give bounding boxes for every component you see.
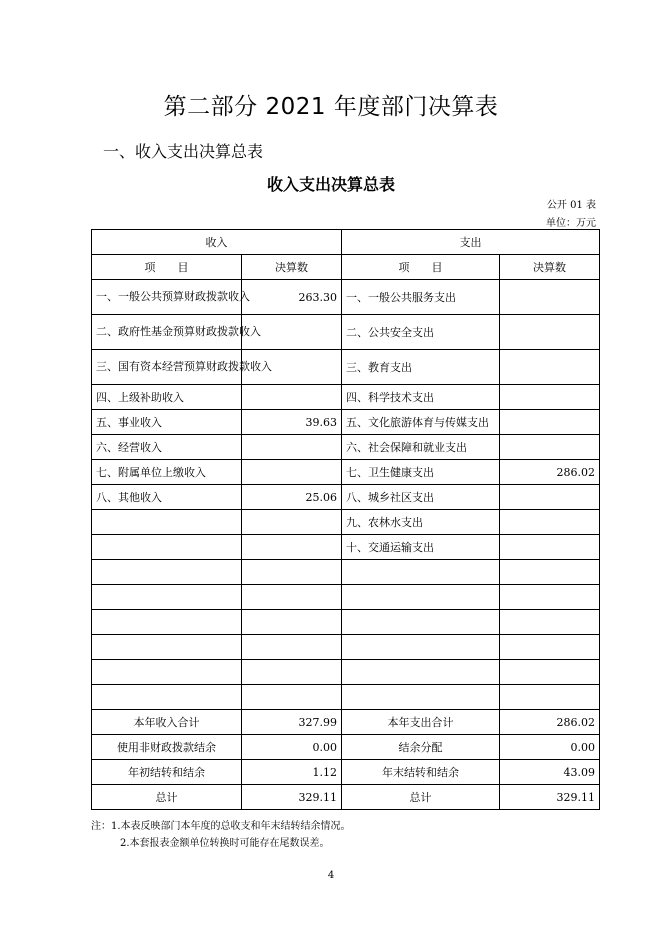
expense-item: 四、科学技术支出: [342, 385, 500, 410]
summary-expense-item: 结余分配: [342, 735, 500, 760]
income-item: 六、经营收入: [92, 435, 242, 460]
expense-item: 七、卫生健康支出: [342, 460, 500, 485]
income-item: [92, 635, 242, 660]
income-value: 25.06: [242, 485, 342, 510]
table-code: 公开 01 表: [546, 200, 596, 211]
table-row: [92, 685, 600, 710]
section-title: 一、收入支出决算总表: [103, 142, 264, 161]
income-item: 一、一般公共预算财政拨款收入: [92, 280, 242, 315]
summary-income-value: 1.12: [242, 760, 342, 785]
income-item: [92, 610, 242, 635]
table-title: 收入支出决算总表: [266, 175, 395, 194]
income-item: 四、上级补助收入: [92, 385, 242, 410]
table-row: [92, 485, 600, 510]
table-row: [92, 535, 600, 560]
footnote-1: 注：1.本表反映部门本年度的总收支和年末结转结余情况。: [91, 821, 351, 832]
expense-value: [500, 435, 600, 460]
income-item: 七、附属单位上缴收入: [92, 460, 242, 485]
page-title: 第二部分 2021 年度部门决算表: [163, 94, 499, 120]
income-item: 三、国有资本经营预算财政拨款收入: [92, 350, 242, 385]
income-item: [92, 560, 242, 585]
income-value: 39.63: [242, 410, 342, 435]
expense-item: 五、文化旅游体育与传媒支出: [342, 410, 500, 435]
expense-value: [500, 315, 600, 350]
total-expense-value: 329.11: [500, 785, 600, 810]
income-item: [92, 660, 242, 685]
table-row: [92, 585, 600, 610]
summary-expense-value: 286.02: [500, 710, 600, 735]
expense-item-header: 项 目: [342, 255, 500, 280]
unit-label: 单位：万元: [546, 218, 596, 229]
footnotes: [91, 818, 351, 852]
expense-value: [500, 585, 600, 610]
total-expense-item: 总计: [342, 785, 500, 810]
summary-income-item: 使用非财政拨款结余: [92, 735, 242, 760]
table-row: [92, 660, 600, 685]
expense-value: [500, 385, 600, 410]
page-number: 4: [327, 870, 335, 881]
expense-item: [342, 560, 500, 585]
income-header: 收入: [92, 230, 342, 255]
expense-value: [500, 280, 600, 315]
income-value: [242, 510, 342, 535]
expense-value: [500, 510, 600, 535]
table-row: [92, 350, 600, 385]
summary-expense-item: 本年支出合计: [342, 710, 500, 735]
expense-value: [500, 350, 600, 385]
income-value: [242, 685, 342, 710]
expense-header: 支出: [342, 230, 600, 255]
income-item-header: 项 目: [92, 255, 242, 280]
income-item: [92, 510, 242, 535]
table-row: [92, 315, 600, 350]
table-row: [92, 385, 600, 410]
income-item: 二、政府性基金预算财政拨款收入: [92, 315, 242, 350]
expense-item: 三、教育支出: [342, 350, 500, 385]
income-value: [242, 560, 342, 585]
income-item: 八、其他收入: [92, 485, 242, 510]
total-income-item: 总计: [92, 785, 242, 810]
expense-item: [342, 660, 500, 685]
expense-item: 六、社会保障和就业支出: [342, 435, 500, 460]
header-row-columns: [92, 255, 600, 280]
expense-item: [342, 685, 500, 710]
summary-income-value: 0.00: [242, 735, 342, 760]
table-row: [92, 435, 600, 460]
income-item: 五、事业收入: [92, 410, 242, 435]
expense-item: 八、城乡社区支出: [342, 485, 500, 510]
summary-row: [92, 735, 600, 760]
expense-item: 二、公共安全支出: [342, 315, 500, 350]
header-row-group: [92, 230, 600, 255]
income-item: [92, 685, 242, 710]
table-row: [92, 560, 600, 585]
summary-income-item: 本年收入合计: [92, 710, 242, 735]
expense-item: [342, 635, 500, 660]
income-value: [242, 460, 342, 485]
income-expense-table: [91, 229, 600, 810]
income-item: [92, 535, 242, 560]
table-row: [92, 410, 600, 435]
expense-item: 一、一般公共服务支出: [342, 280, 500, 315]
summary-income-value: 327.99: [242, 710, 342, 735]
expense-item: 十、交通运输支出: [342, 535, 500, 560]
income-amount-header: 决算数: [242, 255, 342, 280]
summary-expense-value: 43.09: [500, 760, 600, 785]
expense-value: [500, 485, 600, 510]
table-row: [92, 635, 600, 660]
table-row: [92, 510, 600, 535]
total-income-value: 329.11: [242, 785, 342, 810]
expense-value: [500, 535, 600, 560]
income-value: [242, 585, 342, 610]
expense-item: [342, 610, 500, 635]
income-item: [92, 585, 242, 610]
income-value: [242, 635, 342, 660]
total-row: [92, 785, 600, 810]
income-value: [242, 385, 342, 410]
income-value: [242, 610, 342, 635]
summary-expense-item: 年末结转和结余: [342, 760, 500, 785]
expense-item: 九、农林水支出: [342, 510, 500, 535]
expense-value: [500, 410, 600, 435]
income-value: [242, 660, 342, 685]
expense-value: [500, 635, 600, 660]
table-row: [92, 280, 600, 315]
summary-expense-value: 0.00: [500, 735, 600, 760]
table-row: [92, 610, 600, 635]
income-value: [242, 435, 342, 460]
expense-value: 286.02: [500, 460, 600, 485]
expense-value: [500, 560, 600, 585]
expense-value: [500, 610, 600, 635]
table-row: [92, 460, 600, 485]
summary-row: [92, 710, 600, 735]
summary-income-item: 年初结转和结余: [92, 760, 242, 785]
expense-item: [342, 585, 500, 610]
expense-value: [500, 685, 600, 710]
summary-row: [92, 760, 600, 785]
expense-amount-header: 决算数: [500, 255, 600, 280]
income-value: 263.30: [242, 280, 342, 315]
income-value: [242, 535, 342, 560]
expense-value: [500, 660, 600, 685]
footnote-2: 2.本套报表金额单位转换时可能存在尾数误差。: [120, 838, 330, 849]
